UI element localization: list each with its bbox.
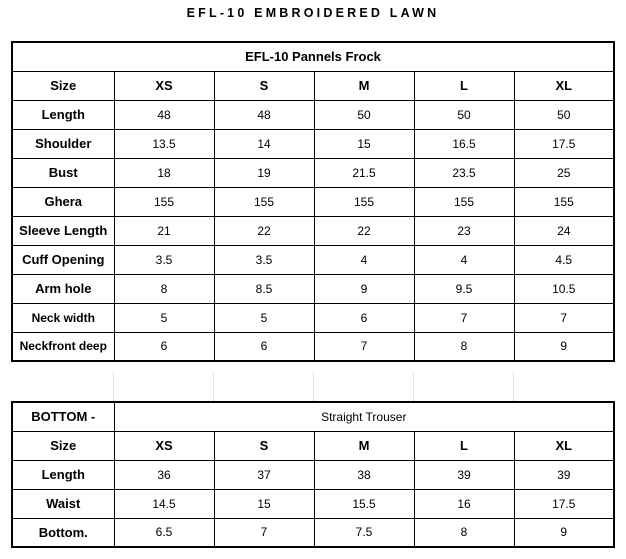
table-cell: 9.5 [414, 274, 514, 303]
column-header-xs: XS [114, 431, 214, 460]
table-cell: 7 [414, 303, 514, 332]
row-label: Sleeve Length [12, 216, 114, 245]
table-cell: 21.5 [314, 158, 414, 187]
table-cell: 9 [514, 332, 614, 361]
table-cell: 6.5 [114, 518, 214, 547]
table-cell: 37 [214, 460, 314, 489]
table-row [12, 274, 614, 303]
table-cell: 25 [514, 158, 614, 187]
table-cell: 17.5 [514, 129, 614, 158]
table-row [12, 460, 614, 489]
table-row [12, 489, 614, 518]
row-label: Shoulder [12, 129, 114, 158]
table-cell: 18 [114, 158, 214, 187]
table-cell: 5 [114, 303, 214, 332]
table-cell: 16 [414, 489, 514, 518]
table-cell: 50 [514, 100, 614, 129]
table-cell: 155 [214, 187, 314, 216]
table-row [12, 303, 614, 332]
table-cell: 9 [314, 274, 414, 303]
column-header-xl: XL [514, 431, 614, 460]
table-row [12, 129, 614, 158]
table-cell: 14 [214, 129, 314, 158]
table-cell: 7 [214, 518, 314, 547]
table-cell: 39 [514, 460, 614, 489]
column-header-size: Size [12, 431, 114, 460]
table-row [12, 187, 614, 216]
table-cell: 15 [314, 129, 414, 158]
table-cell: 21 [114, 216, 214, 245]
frock-header-row [12, 71, 614, 100]
row-label: Bust [12, 158, 114, 187]
column-header-size: Size [12, 71, 114, 100]
frock-size-table [11, 41, 615, 362]
row-label: Cuff Opening [12, 245, 114, 274]
table-cell: 48 [214, 100, 314, 129]
table-row [12, 100, 614, 129]
column-header-m: M [314, 431, 414, 460]
row-label: Length [12, 460, 114, 489]
column-header-xs: XS [114, 71, 214, 100]
table-cell: 23 [414, 216, 514, 245]
table-cell: 50 [414, 100, 514, 129]
row-label: Ghera [12, 187, 114, 216]
table-cell: 15.5 [314, 489, 414, 518]
table-spacer [11, 372, 613, 401]
column-header-s: S [214, 431, 314, 460]
table-cell: 8.5 [214, 274, 314, 303]
table-cell: 36 [114, 460, 214, 489]
table-cell: 155 [514, 187, 614, 216]
table-cell: 4 [314, 245, 414, 274]
table-cell: 10.5 [514, 274, 614, 303]
table-cell: 39 [414, 460, 514, 489]
table-cell: 22 [314, 216, 414, 245]
table-cell: 50 [314, 100, 414, 129]
row-label: Waist [12, 489, 114, 518]
table-cell: 155 [114, 187, 214, 216]
table-row [12, 245, 614, 274]
table-cell: 15 [214, 489, 314, 518]
column-header-m: M [314, 71, 414, 100]
bottom-section-label: BOTTOM - [12, 402, 114, 431]
table-cell: 13.5 [114, 129, 214, 158]
table-cell: 24 [514, 216, 614, 245]
table-cell: 7 [514, 303, 614, 332]
table-cell: 8 [414, 332, 514, 361]
row-label: Neck width [12, 303, 114, 332]
table-cell: 7 [314, 332, 414, 361]
bottom-size-table [11, 401, 615, 548]
bottom-header-row [12, 431, 614, 460]
column-header-l: L [414, 431, 514, 460]
row-label: Neckfront deep [12, 332, 114, 361]
table-cell: 3.5 [114, 245, 214, 274]
table-cell: 48 [114, 100, 214, 129]
table-cell: 16.5 [414, 129, 514, 158]
row-label: Length [12, 100, 114, 129]
table-row [12, 158, 614, 187]
table-cell: 6 [114, 332, 214, 361]
table-cell: 38 [314, 460, 414, 489]
table-cell: 6 [214, 332, 314, 361]
table-cell: 155 [314, 187, 414, 216]
table-cell: 22 [214, 216, 314, 245]
table-cell: 3.5 [214, 245, 314, 274]
table-cell: 6 [314, 303, 414, 332]
row-label: Arm hole [12, 274, 114, 303]
table-cell: 4.5 [514, 245, 614, 274]
table-cell: 8 [414, 518, 514, 547]
table-cell: 17.5 [514, 489, 614, 518]
table-cell: 5 [214, 303, 314, 332]
table-row [12, 216, 614, 245]
column-header-s: S [214, 71, 314, 100]
table-cell: 7.5 [314, 518, 414, 547]
table-cell: 9 [514, 518, 614, 547]
table-cell: 8 [114, 274, 214, 303]
table-cell: 14.5 [114, 489, 214, 518]
table-cell: 23.5 [414, 158, 514, 187]
column-header-xl: XL [514, 71, 614, 100]
row-label: Bottom. [12, 518, 114, 547]
frock-table-title: EFL-10 Pannels Frock [12, 42, 614, 71]
table-cell: 155 [414, 187, 514, 216]
table-cell: 19 [214, 158, 314, 187]
table-row [12, 332, 614, 361]
table-cell: 4 [414, 245, 514, 274]
table-row [12, 518, 614, 547]
bottom-table-title: Straight Trouser [114, 402, 614, 431]
column-header-l: L [414, 71, 514, 100]
document-title: EFL-10 EMBROIDERED LAWN [186, 6, 440, 20]
